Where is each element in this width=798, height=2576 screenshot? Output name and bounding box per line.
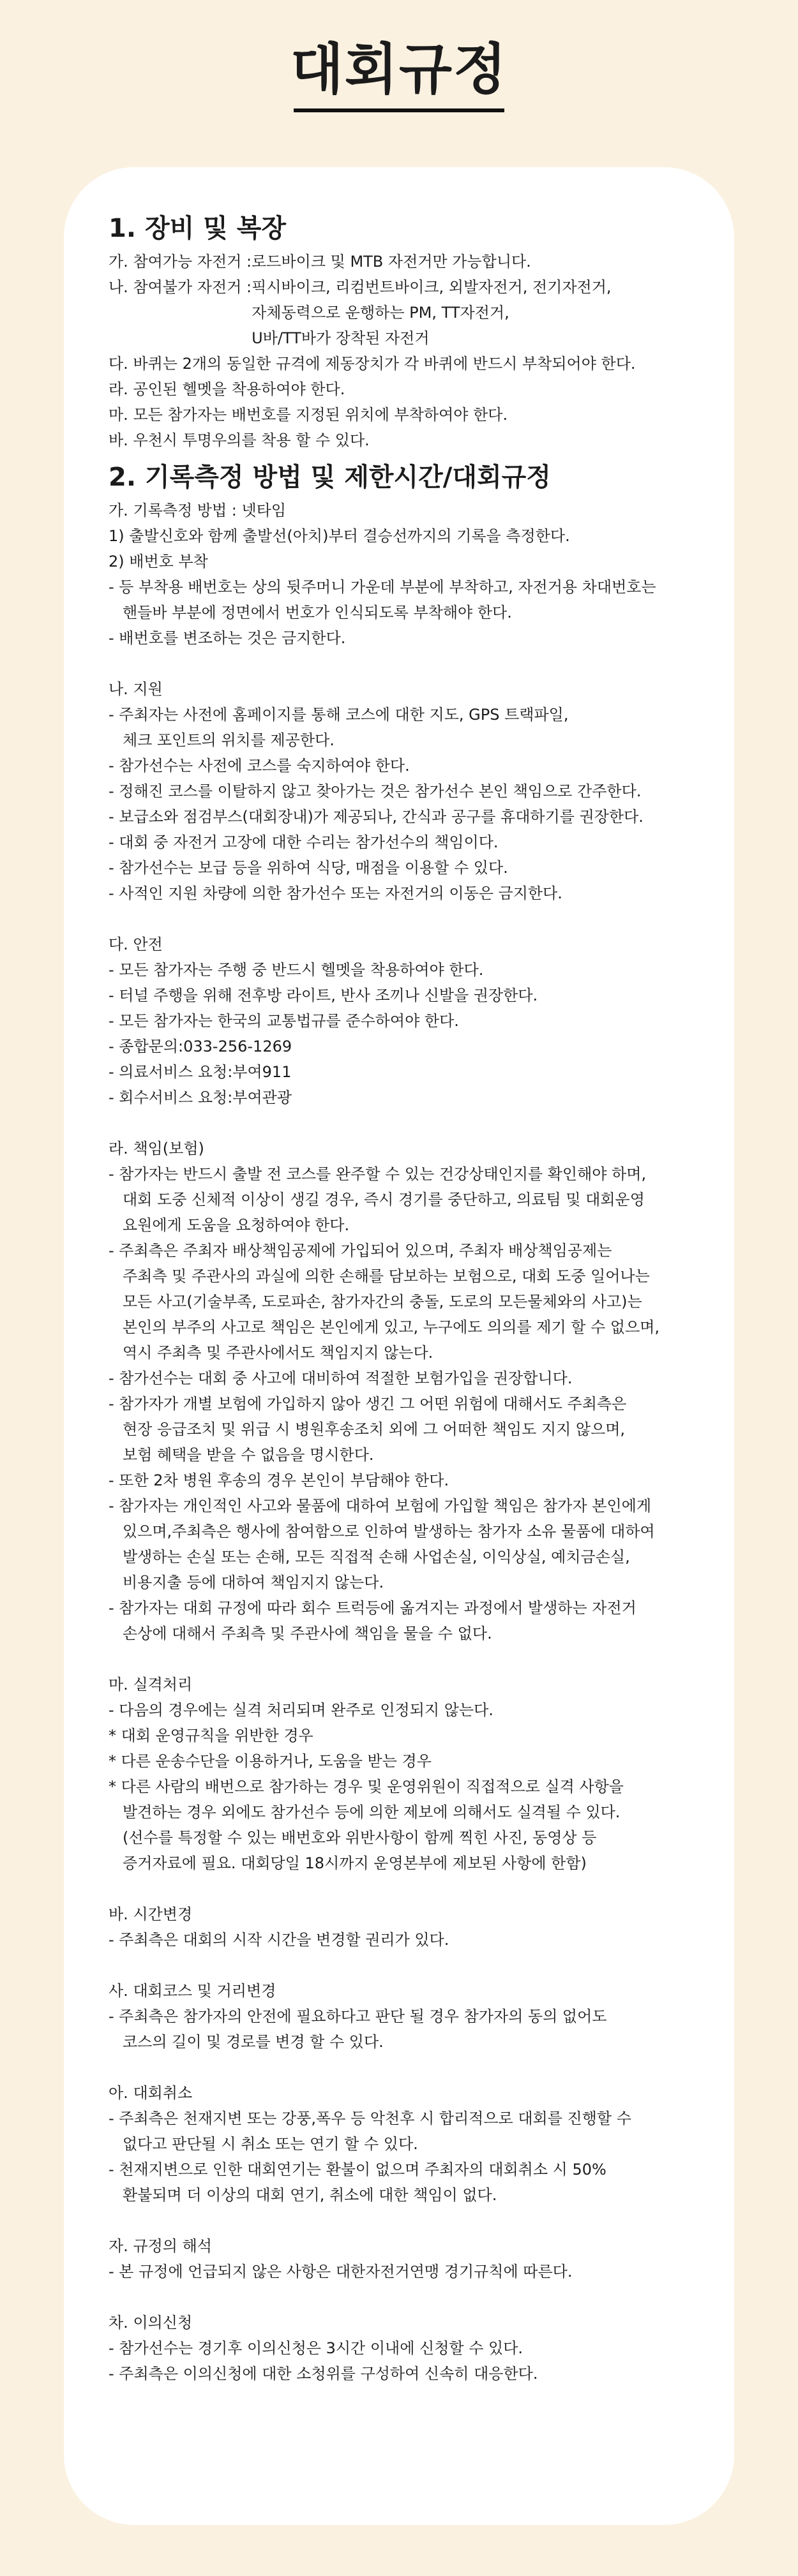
subsection-title-interpretation: 자. 규정의 해석: [109, 2237, 212, 2255]
cancel-rule-item-line: - 주최측은 천재지변 또는 강풍,폭우 등 악천후 시 합리적으로 대회를 진행할 수: [109, 2110, 631, 2127]
safety-rule-item: [109, 1085, 709, 1110]
equipment-row: [109, 274, 709, 351]
liability-rule-item-line: 발생하는 손실 또는 손해, 모든 직접적 손해 사업손실, 이익상실, 예치금손실,: [123, 1548, 630, 1566]
liability-rule-item-line: 보험 혜택을 받을 수 없음을 명시한다.: [123, 1446, 374, 1464]
safety-rule-item-line: - 터널 주행을 위해 전후방 라이트, 반사 조끼나 신발을 권장한다.: [109, 986, 538, 1004]
support-rule-item: [109, 778, 709, 804]
bib-rule-item-line: - 배번호를 변조하는 것은 금지한다.: [109, 629, 346, 647]
subsection-title-support: 나. 지원: [109, 680, 163, 698]
cancel-rule-item-line: - 천재지변으로 인한 대회연기는 환불이 없으며 주최자의 대회취소 시 50%: [109, 2161, 606, 2178]
disqualification-rule-item: [109, 1697, 709, 1723]
liability-rule-item-line: - 주최측은 주최자 배상책임공제에 가입되어 있으며, 주최자 배상책임공제는: [109, 1242, 612, 1260]
support-rule-item: [109, 830, 709, 855]
cancel-rule-item: [109, 2106, 709, 2157]
bib-rule-item: [109, 574, 709, 625]
bib-rule-item: [109, 625, 709, 651]
course-change-rule-item: [109, 2004, 709, 2055]
interpretation-rule-item-line: - 본 규정에 언급되지 않은 사항은 대한자전거연맹 경기규칙에 따른다.: [109, 2263, 573, 2281]
time-change-rule-item: [109, 1927, 709, 1953]
liability-rule-item-line: 본인의 부주의 사고로 책임은 본인에게 있고, 누구에도 의의를 제기 할 수 없으며,: [123, 1318, 660, 1336]
section-heading-equipment: 1. 장비 및 복장: [109, 214, 287, 243]
disqualification-rule-item-line: (선수를 특정할 수 있는 배번호와 위반사항이 함께 찍힌 사진, 동영상 등: [123, 1829, 597, 1847]
support-rule-item: [109, 855, 709, 881]
cancel-rule-item-line: 환불되며 더 이상의 대회 연기, 취소에 대한 책임이 없다.: [123, 2186, 497, 2204]
time-change-rules: [109, 1927, 709, 1953]
disqualification-rule-item: [109, 1723, 709, 1748]
equipment-row-value: [252, 249, 709, 274]
section-heading-timing: 2. 기록측정 방법 및 제한시간/대회규정: [109, 463, 551, 492]
disqualification-rule-item: [109, 1774, 709, 1876]
support-rule-item-line: - 참가선수는 사전에 코스를 숙지하여야 한다.: [109, 757, 410, 775]
course-change-rule-item-line: - 주최측은 참가자의 안전에 필요하다고 판단 될 경우 참가자의 동의 없어도: [109, 2007, 607, 2025]
equipment-rule-item: 다. 바퀴는 2개의 동일한 규격에 제동장치가 각 바퀴에 반드시 부착되어야 한다.: [109, 355, 636, 373]
liability-rule-item: [109, 1391, 709, 1468]
equipment-rule-item: 마. 모든 참가자는 배번호를 지정된 위치에 부착하여야 한다.: [109, 406, 508, 424]
support-rule-item-line: 체크 포인트의 위치를 제공한다.: [123, 731, 335, 749]
equipment-row: [109, 249, 709, 274]
subsection-title-time-change: 바. 시간변경: [109, 1905, 193, 1923]
timing-intro-line: 가. 기록측정 방법 : 넷타임: [109, 502, 287, 519]
equipment-rule-item: 라. 공인된 헬멧을 착용하여야 한다.: [109, 380, 345, 398]
support-rule-item-line: - 정해진 코스를 이탈하지 않고 찾아가는 것은 참가선수 본인 책임으로 간주한다.: [109, 782, 642, 800]
equipment-rules: [109, 351, 709, 453]
course-change-rules: [109, 2004, 709, 2055]
liability-rule-item: [109, 1493, 709, 1595]
safety-rule-item-line: - 종합문의:033-256-1269: [109, 1038, 292, 1055]
safety-rule-item-line: - 회수서비스 요청:부여관광: [109, 1089, 292, 1106]
title-underline: [294, 108, 504, 112]
timing-intro-line: 1) 출발신호와 함께 출발선(아치)부터 결승선까지의 기록을 측정한다.: [109, 527, 570, 545]
cancel-rule-item: [109, 2157, 709, 2208]
liability-rule-item-line: 비용지출 등에 대하여 책임지지 않는다.: [123, 1574, 384, 1591]
safety-rule-item-line: - 의료서비스 요청:부여911: [109, 1063, 292, 1081]
timing-intro: [109, 498, 709, 574]
equipment-rule-item: 바. 우천시 투명우의를 착용 할 수 있다.: [109, 431, 370, 449]
liability-rule-item-line: 모든 사고(기술부족, 도로파손, 참가자간의 충돌, 도로의 모든물체와의 사고)는: [123, 1293, 642, 1311]
safety-rules: [109, 957, 709, 1110]
appeal-rule-item: [109, 2335, 709, 2361]
equipment-row-line: U바/TT바가 장착된 자전거: [252, 329, 430, 347]
liability-rule-item-line: - 참가자는 반드시 출발 전 코스를 완주할 수 있는 건강상태인지를 확인해야 하며,: [109, 1165, 647, 1183]
equipment-row-label: 나. 참여불가 자전거 :: [109, 278, 252, 296]
safety-rule-item: [109, 983, 709, 1008]
safety-rule-item: [109, 957, 709, 983]
subsection-title-disqualification: 마. 실격처리: [109, 1676, 193, 1694]
liability-rule-item-line: - 참가자가 개별 보험에 가입하지 않아 생긴 그 어떤 위험에 대해서도 주최측은: [109, 1395, 627, 1413]
disqualification-rule-item: [109, 1748, 709, 1774]
liability-rule-item-line: 요원에게 도움을 요청하여야 한다.: [123, 1216, 350, 1234]
support-rule-item-line: - 보급소와 점검부스(대회장내)가 제공되나, 간식과 공구를 휴대하기를 권장한다.: [109, 808, 644, 826]
subsection-title-appeal: 차. 이의신청: [109, 2314, 193, 2332]
liability-rule-item-line: - 참가자는 개인적인 사고와 물품에 대하여 보험에 가입할 책임은 참가자 본인에게: [109, 1497, 652, 1515]
liability-rule-item-line: 역시 주최측 및 주관사에서도 책임지지 않는다.: [123, 1344, 433, 1362]
liability-rule-item: [109, 1238, 709, 1366]
equipment-row-line: 자체동력으로 운행하는 PM, TT자전거,: [252, 304, 509, 322]
liability-rule-item-line: 주최측 및 주관사의 과실에 의한 손해를 담보하는 보험으로, 대회 도중 일어나는: [123, 1267, 650, 1285]
support-rules: [109, 702, 709, 906]
interpretation-rules: [109, 2259, 709, 2284]
safety-rule-item-line: - 모든 참가자는 주행 중 반드시 헬멧을 착용하여야 한다.: [109, 961, 484, 979]
support-rule-item-line: - 대회 중 자전거 고장에 대한 수리는 참가선수의 책임이다.: [109, 833, 499, 851]
safety-rule-item: [109, 1059, 709, 1085]
cancel-rule-item-line: 없다고 판단될 시 취소 또는 연기 할 수 있다.: [123, 2135, 418, 2153]
liability-rule-item: [109, 1595, 709, 1646]
support-rule-item: [109, 753, 709, 778]
subsection-title-liability: 라. 책임(보험): [109, 1140, 204, 1158]
liability-rule-item: [109, 1468, 709, 1493]
interpretation-rule-item: [109, 2259, 709, 2284]
liability-rule-item-line: 대회 도중 신체적 이상이 생길 경우, 즉시 경기를 중단하고, 의료팀 및 대회운영: [123, 1191, 645, 1209]
equipment-bike-rules: [109, 249, 709, 351]
equipment-row-line: 픽시바이크, 리컴번트바이크, 외발자전거, 전기자전거,: [252, 278, 612, 296]
safety-rule-item: [109, 1034, 709, 1059]
disqualification-rule-item-line: - 다음의 경우에는 실격 처리되며 완주로 인정되지 않는다.: [109, 1701, 493, 1719]
safety-rule-item: [109, 1008, 709, 1034]
time-change-rule-item-line: - 주최측은 대회의 시작 시간을 변경할 권리가 있다.: [109, 1931, 449, 1949]
bib-rules: [109, 574, 709, 651]
equipment-row-line: 로드바이크 및 MTB 자전거만 가능합니다.: [252, 253, 531, 271]
safety-rule-item-line: - 모든 참가자는 한국의 교통법규를 준수하여야 한다.: [109, 1012, 459, 1030]
subsection-title-safety: 다. 안전: [109, 935, 163, 953]
course-change-rule-item-line: 코스의 길이 및 경로를 변경 할 수 있다.: [123, 2033, 384, 2051]
subsection-title-cancel: 아. 대회취소: [109, 2084, 193, 2102]
disqualification-rule-item-line: * 다른 사람의 배번으로 참가하는 경우 및 운영위원이 직접적으로 실격 사항을: [109, 1778, 624, 1796]
support-rule-item-line: - 주최자는 사전에 홈페이지를 통해 코스에 대한 지도, GPS 트랙파일,: [109, 706, 569, 724]
liability-rules: [109, 1161, 709, 1646]
equipment-row-value: [252, 274, 709, 351]
equipment-row-label: 가. 참여가능 자전거 :: [109, 253, 252, 271]
appeal-rule-item-line: - 주최측은 이의신청에 대한 소청위를 구성하여 신속히 대응한다.: [109, 2365, 538, 2383]
liability-rule-item-line: 있으며,주최측은 행사에 참여함으로 인하여 발생하는 참가자 소유 물품에 대하여: [123, 1523, 655, 1540]
liability-rule-item-line: - 참가자는 대회 규정에 따라 회수 트럭등에 옮겨지는 과정에서 발생하는 자전거: [109, 1599, 636, 1617]
support-rule-item: [109, 804, 709, 830]
liability-rule-item-line: 현장 응급조치 및 위급 시 병원후송조치 외에 그 어떠한 책임도 지지 않으며,: [123, 1420, 626, 1438]
support-rule-item-line: - 참가선수는 보급 등을 위하여 식당, 매점을 이용할 수 있다.: [109, 859, 508, 877]
liability-rule-item: [109, 1366, 709, 1391]
bib-rule-item-line: 핸들바 부분에 정면에서 번호가 인식되도록 부착해야 한다.: [123, 604, 512, 622]
cancel-rules: [109, 2106, 709, 2208]
disqualification-rule-item-line: * 대회 운영규칙을 위반한 경우: [109, 1727, 313, 1745]
disqualification-rule-item-line: 발견하는 경우 외에도 참가선수 등에 의한 제보에 의해서도 실격될 수 있다.: [123, 1803, 621, 1821]
appeal-rules: [109, 2335, 709, 2386]
bib-rule-item-line: - 등 부착용 배번호는 상의 뒷주머니 가운데 부분에 부착하고, 자전거용 차대번호는: [109, 578, 656, 596]
rules-content: [109, 211, 709, 2386]
timing-intro-line: 2) 배번호 부착: [109, 553, 208, 570]
disqualification-rule-item-line: * 다른 운송수단을 이용하거나, 도움을 받는 경우: [109, 1752, 432, 1770]
support-rule-item: [109, 881, 709, 906]
disqualification-rule-item-line: 증거자료에 필요. 대회당일 18시까지 운영본부에 제보된 사항에 한함): [123, 1854, 587, 1872]
support-rule-item: [109, 702, 709, 753]
appeal-rule-item: [109, 2361, 709, 2386]
disqualification-rules: [109, 1697, 709, 1876]
appeal-rule-item-line: - 참가선수는 경기후 이의신청은 3시간 이내에 신청할 수 있다.: [109, 2339, 523, 2357]
page-title: 대회규정: [290, 38, 508, 101]
liability-rule-item-line: 손상에 대해서 주최측 및 주관사에 책임을 물을 수 없다.: [123, 1625, 492, 1642]
liability-rule-item-line: - 또한 2차 병원 후송의 경우 본인이 부담해야 한다.: [109, 1471, 449, 1489]
liability-rule-item-line: - 참가선수는 대회 중 사고에 대비하여 적절한 보험가입을 권장합니다.: [109, 1369, 573, 1387]
support-rule-item-line: - 사적인 지원 차량에 의한 참가선수 또는 자전거의 이동은 금지한다.: [109, 884, 562, 902]
subsection-title-course-change: 사. 대회코스 및 거리변경: [109, 1982, 276, 2000]
liability-rule-item: [109, 1161, 709, 1238]
